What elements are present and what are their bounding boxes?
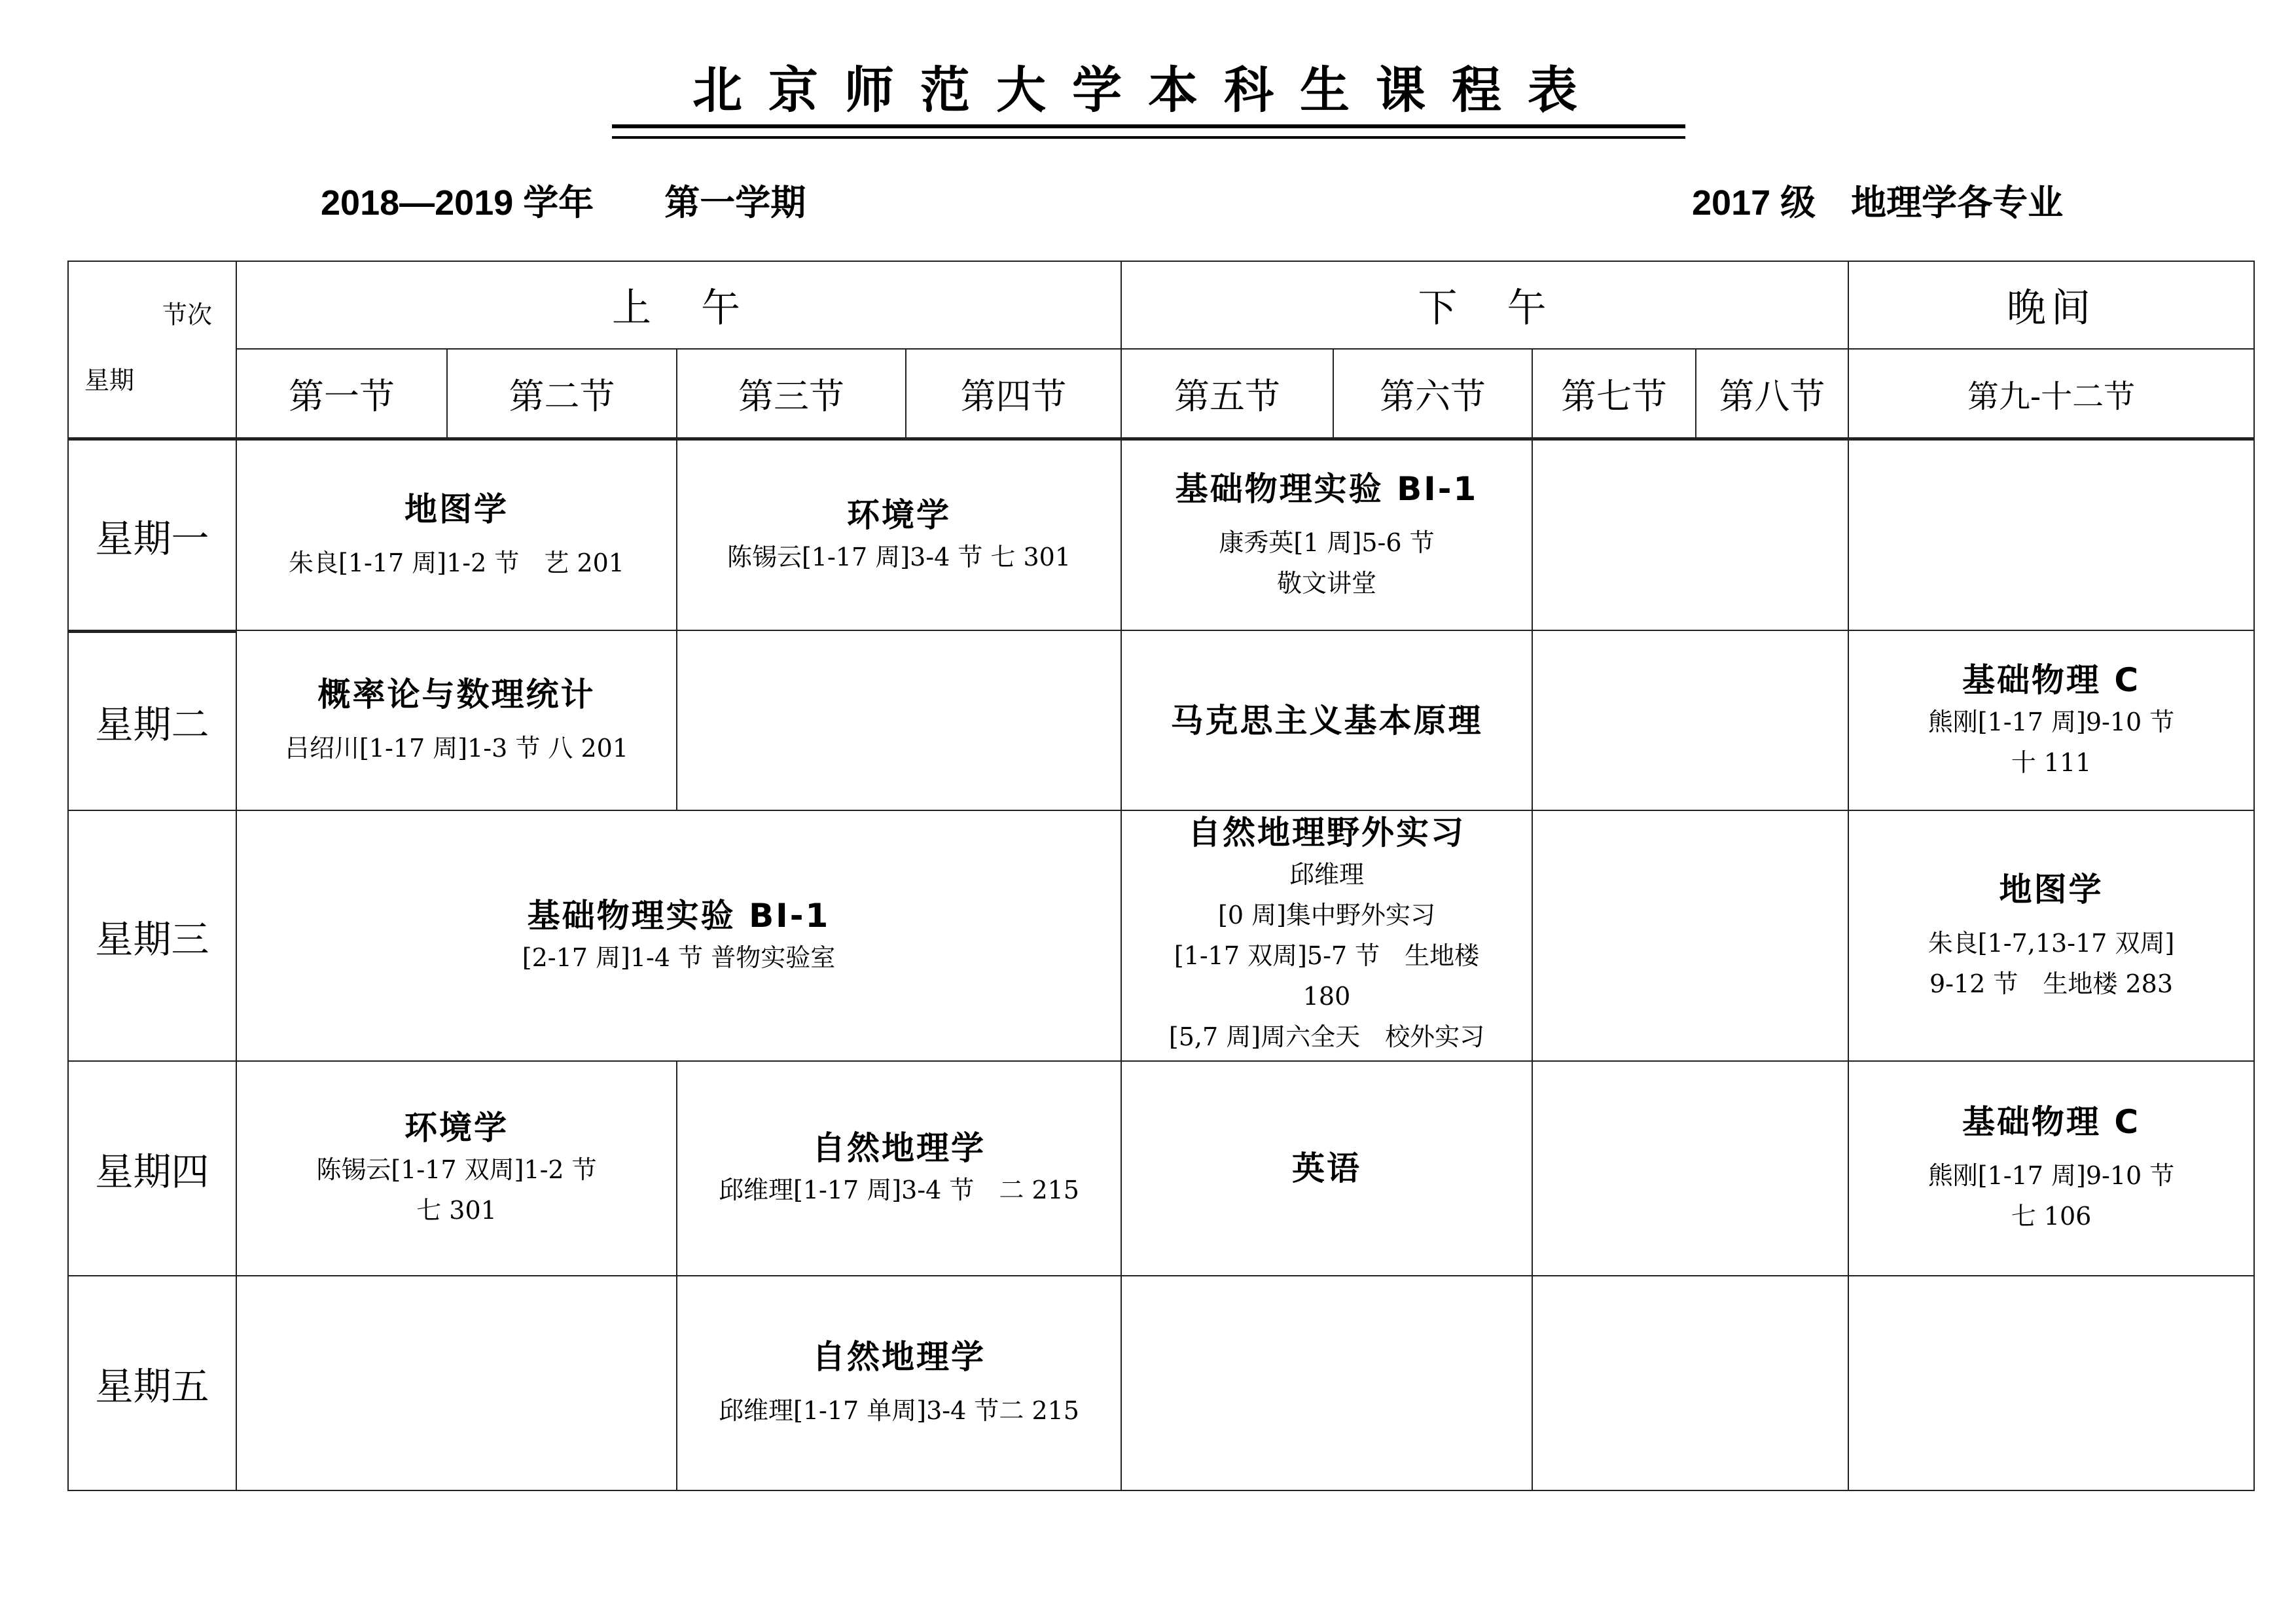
day-label: 星期一 [95, 516, 209, 561]
course-name: 基础物理 C [1962, 660, 2141, 699]
course-detail: 吕绍川[1-17 周]1-3 节 八 201 [284, 733, 629, 763]
day-label-mon [67, 437, 237, 631]
page-title: 北京师范大学本科生课程表 [692, 61, 1604, 119]
period-header-5 [1121, 348, 1334, 439]
header-afternoon [1121, 261, 1849, 350]
course-name: 基础物理实验 BⅠ-1 [527, 896, 831, 935]
course-detail: 康秀英[1 周]5-6 节 [1219, 528, 1435, 557]
empty-cell-thu-p78 [1532, 1060, 1849, 1276]
course-detail: 邱维理[1-17 周]3-4 节 二 215 [719, 1176, 1079, 1204]
day-label: 星期三 [95, 916, 209, 962]
grade: 2017 级 [1692, 183, 1816, 223]
period-header-4 [905, 348, 1122, 439]
course-cell-wed-p14[interactable] [236, 810, 1122, 1062]
course-teacher: 邱维理 [1289, 860, 1364, 889]
course-detail: 朱良[1-17 周]1-2 节 艺 201 [289, 548, 624, 577]
empty-cell-fri-p12 [236, 1275, 677, 1491]
course-name: 地图学 [1999, 870, 2104, 909]
course-cell-mon-p34[interactable] [676, 437, 1122, 631]
course-cell-fri-p34[interactable] [676, 1275, 1122, 1491]
course-name: 概率论与数理统计 [317, 675, 596, 713]
course-name: 基础物理实验 BⅠ-1 [1175, 469, 1479, 508]
course-name: 自然地理学 [812, 1129, 986, 1167]
course-detail: 朱良[1-7,13-17 双周] [1928, 928, 2175, 958]
period-label: 第三节 [738, 375, 844, 417]
corner-weekday-label: 星期 [84, 366, 135, 395]
course-cell-thu-p12[interactable] [236, 1060, 677, 1276]
period-label: 第一节 [289, 375, 395, 417]
course-detail: 熊刚[1-17 周]9-10 节 [1928, 707, 2175, 736]
course-location: 七 106 [2011, 1202, 2092, 1231]
period-header-2 [446, 348, 677, 439]
period-header-8 [1695, 348, 1849, 439]
afternoon-label: 下 午 [1418, 285, 1552, 331]
course-location: 敬文讲堂 [1276, 568, 1376, 598]
major: 地理学各专业 [1851, 183, 2064, 223]
period-label: 第四节 [960, 375, 1067, 417]
course-detail: [5,7 周]周六全天 校外实习 [1168, 1022, 1485, 1051]
empty-cell-mon-eve [1848, 437, 2255, 631]
corner-period-label: 节次 [162, 300, 212, 329]
empty-cell-tue-p34 [676, 630, 1122, 811]
period-label: 第五节 [1174, 375, 1280, 417]
period-label: 第二节 [509, 375, 615, 417]
period-label: 第六节 [1380, 375, 1486, 417]
course-detail: 熊刚[1-17 周]9-10 节 [1928, 1161, 2175, 1190]
course-cell-thu-p56[interactable] [1121, 1060, 1533, 1276]
course-cell-wed-eve[interactable] [1848, 810, 2255, 1062]
course-location: 180 [1302, 982, 1351, 1011]
course-cell-wed-p56[interactable] [1121, 810, 1533, 1062]
course-name: 自然地理野外实习 [1188, 814, 1465, 852]
period-header-7 [1532, 348, 1696, 439]
day-label-thu [67, 1060, 237, 1276]
course-cell-tue-p12[interactable] [236, 630, 677, 811]
course-name: 地图学 [404, 490, 509, 528]
period-label: 第八节 [1719, 375, 1825, 417]
course-cell-tue-eve[interactable] [1848, 630, 2255, 811]
class-info [1692, 183, 2063, 223]
course-detail: [2-17 周]1-4 节 普物实验室 [522, 943, 836, 972]
period-header-1 [236, 348, 448, 439]
day-label: 星期四 [95, 1149, 209, 1194]
day-label: 星期二 [95, 702, 209, 747]
course-location: 十 111 [2011, 748, 2092, 777]
course-location: 9-12 节 生地楼 283 [1929, 969, 2174, 998]
course-cell-thu-eve[interactable] [1848, 1060, 2255, 1276]
empty-cell-tue-p78 [1532, 630, 1849, 811]
course-name: 自然地理学 [812, 1338, 986, 1376]
term-info [321, 183, 806, 223]
course-cell-mon-p12[interactable] [236, 437, 677, 631]
empty-cell-fri-p78 [1532, 1275, 1849, 1491]
course-detail: [0 周]集中野外实习 [1218, 901, 1435, 929]
timetable-grid [67, 261, 2255, 1491]
day-label-fri [67, 1275, 237, 1491]
semester: 第一学期 [664, 183, 806, 223]
period-header-3 [676, 348, 906, 439]
period-label: 第九-十二节 [1967, 378, 2136, 415]
header-morning [236, 261, 1122, 350]
day-label-tue [67, 630, 237, 811]
period-label: 第七节 [1561, 375, 1667, 417]
header-evening [1848, 261, 2255, 350]
empty-cell-mon-p78 [1532, 437, 1849, 631]
course-location: 七 301 [416, 1196, 497, 1225]
course-name: 环境学 [847, 496, 951, 534]
course-name: 基础物理 C [1962, 1103, 2141, 1141]
course-cell-mon-p56[interactable] [1121, 437, 1533, 631]
day-label-wed [67, 810, 237, 1062]
empty-cell-wed-p78 [1532, 810, 1849, 1062]
evening-label: 晚间 [2007, 285, 2096, 331]
course-name: 环境学 [404, 1109, 509, 1147]
course-detail: 邱维理[1-17 单周]3-4 节二 215 [719, 1396, 1079, 1425]
course-detail: 陈锡云[1-17 周]3-4 节 七 301 [726, 542, 1071, 571]
day-label: 星期五 [95, 1364, 209, 1409]
course-name: 马克思主义基本原理 [1170, 701, 1483, 740]
academic-year: 2018—2019 学年 [321, 183, 594, 223]
header-corner [67, 261, 237, 439]
course-name: 英语 [1292, 1149, 1361, 1187]
period-header-9-12 [1848, 348, 2255, 439]
course-cell-tue-p56[interactable] [1121, 630, 1533, 811]
empty-cell-fri-p56 [1121, 1275, 1533, 1491]
course-detail: 陈锡云[1-17 双周]1-2 节 [316, 1155, 597, 1184]
period-header-6 [1333, 348, 1533, 439]
morning-label: 上 午 [612, 285, 745, 331]
empty-cell-fri-eve [1848, 1275, 2255, 1491]
course-detail: [1-17 双周]5-7 节 生地楼 [1174, 941, 1480, 970]
course-cell-thu-p34[interactable] [676, 1060, 1122, 1276]
title-double-underline [612, 124, 1685, 139]
